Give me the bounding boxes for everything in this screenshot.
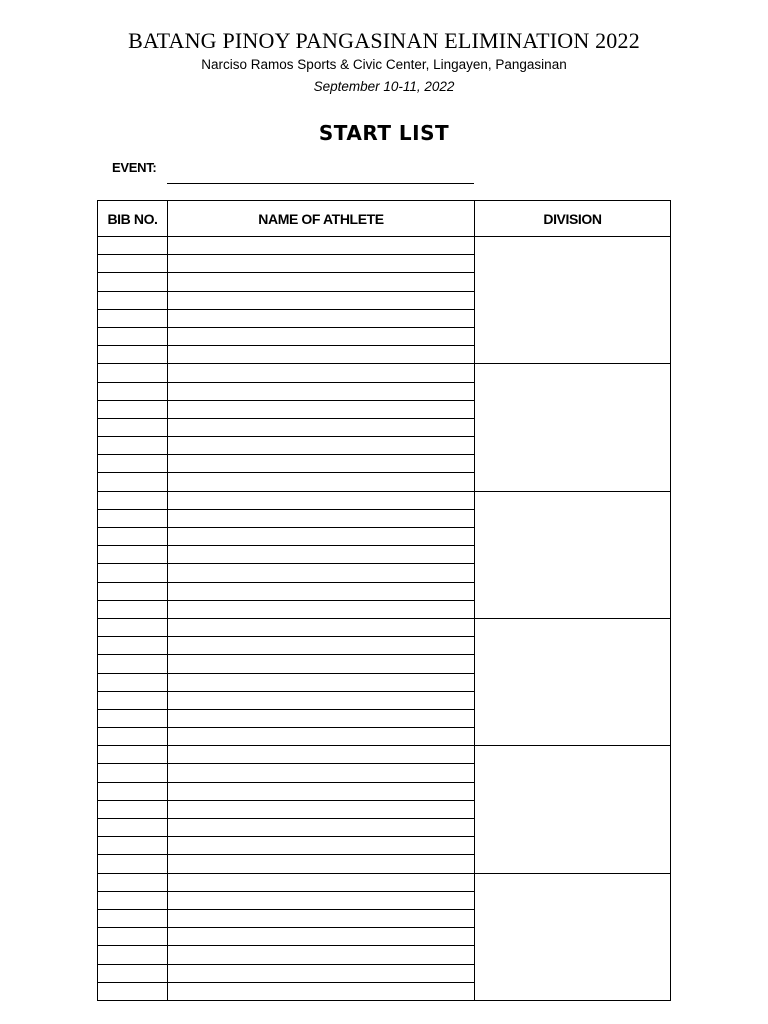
athlete-name-cell[interactable]: [168, 437, 475, 455]
athlete-name-cell[interactable]: [168, 637, 475, 655]
column-header-bib: BIB NO.: [98, 201, 168, 237]
table-header-row: [98, 201, 671, 237]
event-input-line[interactable]: [167, 183, 474, 184]
athlete-name-cell[interactable]: [168, 964, 475, 982]
table-row: [98, 746, 671, 764]
athlete-name-cell[interactable]: [168, 764, 475, 782]
bib-cell[interactable]: [98, 928, 168, 946]
athlete-name-cell[interactable]: [168, 400, 475, 418]
table-row: [98, 873, 671, 891]
event-title: BATANG PINOY PANGASINAN ELIMINATION 2022: [128, 28, 640, 53]
athlete-name-cell[interactable]: [168, 928, 475, 946]
bib-cell[interactable]: [98, 618, 168, 636]
athlete-name-cell[interactable]: [168, 473, 475, 491]
athlete-name-cell[interactable]: [168, 655, 475, 673]
bib-cell[interactable]: [98, 546, 168, 564]
athlete-name-cell[interactable]: [168, 546, 475, 564]
athlete-name-cell[interactable]: [168, 982, 475, 1000]
bib-cell[interactable]: [98, 327, 168, 345]
bib-cell[interactable]: [98, 528, 168, 546]
bib-cell[interactable]: [98, 764, 168, 782]
athlete-name-cell[interactable]: [168, 273, 475, 291]
table-row: [98, 618, 671, 636]
bib-cell[interactable]: [98, 946, 168, 964]
bib-cell[interactable]: [98, 709, 168, 727]
table-row: [98, 491, 671, 509]
athlete-name-cell[interactable]: [168, 891, 475, 909]
athlete-name-cell[interactable]: [168, 364, 475, 382]
bib-cell[interactable]: [98, 273, 168, 291]
athlete-name-cell[interactable]: [168, 291, 475, 309]
athlete-name-cell[interactable]: [168, 746, 475, 764]
athlete-name-cell[interactable]: [168, 909, 475, 927]
column-header-athlete: NAME OF ATHLETE: [168, 201, 475, 237]
bib-cell[interactable]: [98, 873, 168, 891]
athlete-name-cell[interactable]: [168, 600, 475, 618]
athlete-name-cell[interactable]: [168, 873, 475, 891]
event-label: EVENT:: [112, 160, 157, 175]
bib-cell[interactable]: [98, 418, 168, 436]
athlete-name-cell[interactable]: [168, 673, 475, 691]
bib-cell[interactable]: [98, 964, 168, 982]
athlete-name-cell[interactable]: [168, 618, 475, 636]
athlete-name-cell[interactable]: [168, 418, 475, 436]
division-cell[interactable]: [475, 618, 671, 745]
start-list-table: [97, 200, 671, 1001]
division-cell[interactable]: [475, 873, 671, 1000]
start-list-grid: [97, 200, 671, 1001]
bib-cell[interactable]: [98, 309, 168, 327]
bib-cell[interactable]: [98, 800, 168, 818]
bib-cell[interactable]: [98, 455, 168, 473]
athlete-name-cell[interactable]: [168, 327, 475, 345]
division-cell[interactable]: [475, 746, 671, 873]
bib-cell[interactable]: [98, 782, 168, 800]
bib-cell[interactable]: [98, 837, 168, 855]
bib-cell[interactable]: [98, 982, 168, 1000]
athlete-name-cell[interactable]: [168, 819, 475, 837]
bib-cell[interactable]: [98, 364, 168, 382]
venue-line: Narciso Ramos Sports & Civic Center, Lingayen, Pangasinan: [201, 57, 567, 72]
athlete-name-cell[interactable]: [168, 528, 475, 546]
bib-cell[interactable]: [98, 582, 168, 600]
bib-cell[interactable]: [98, 855, 168, 873]
event-date: September 10-11, 2022: [313, 79, 455, 94]
bib-cell[interactable]: [98, 891, 168, 909]
column-header-division: DIVISION: [475, 201, 671, 237]
bib-cell[interactable]: [98, 728, 168, 746]
table-row: [98, 237, 671, 255]
bib-cell[interactable]: [98, 491, 168, 509]
athlete-name-cell[interactable]: [168, 837, 475, 855]
athlete-name-cell[interactable]: [168, 509, 475, 527]
bib-cell[interactable]: [98, 346, 168, 364]
athlete-name-cell[interactable]: [168, 691, 475, 709]
bib-cell[interactable]: [98, 255, 168, 273]
division-cell[interactable]: [475, 364, 671, 491]
division-cell[interactable]: [475, 237, 671, 364]
athlete-name-cell[interactable]: [168, 855, 475, 873]
bib-cell[interactable]: [98, 400, 168, 418]
bib-cell[interactable]: [98, 909, 168, 927]
athlete-name-cell[interactable]: [168, 728, 475, 746]
athlete-name-cell[interactable]: [168, 782, 475, 800]
table-body: [98, 237, 671, 1001]
bib-cell[interactable]: [98, 637, 168, 655]
athlete-name-cell[interactable]: [168, 564, 475, 582]
athlete-name-cell[interactable]: [168, 709, 475, 727]
athlete-name-cell[interactable]: [168, 255, 475, 273]
bib-cell[interactable]: [98, 509, 168, 527]
athlete-name-cell[interactable]: [168, 346, 475, 364]
bib-cell[interactable]: [98, 673, 168, 691]
document-title: START LIST: [318, 121, 450, 145]
bib-cell[interactable]: [98, 382, 168, 400]
athlete-name-cell[interactable]: [168, 491, 475, 509]
athlete-name-cell[interactable]: [168, 455, 475, 473]
bib-cell[interactable]: [98, 564, 168, 582]
athlete-name-cell[interactable]: [168, 382, 475, 400]
bib-cell[interactable]: [98, 691, 168, 709]
athlete-name-cell[interactable]: [168, 946, 475, 964]
bib-cell[interactable]: [98, 473, 168, 491]
athlete-name-cell[interactable]: [168, 800, 475, 818]
athlete-name-cell[interactable]: [168, 237, 475, 255]
bib-cell[interactable]: [98, 600, 168, 618]
bib-cell[interactable]: [98, 237, 168, 255]
bib-cell[interactable]: [98, 746, 168, 764]
bib-cell[interactable]: [98, 437, 168, 455]
bib-cell[interactable]: [98, 291, 168, 309]
bib-cell[interactable]: [98, 655, 168, 673]
division-cell[interactable]: [475, 491, 671, 618]
athlete-name-cell[interactable]: [168, 582, 475, 600]
athlete-name-cell[interactable]: [168, 309, 475, 327]
table-row: [98, 364, 671, 382]
bib-cell[interactable]: [98, 819, 168, 837]
